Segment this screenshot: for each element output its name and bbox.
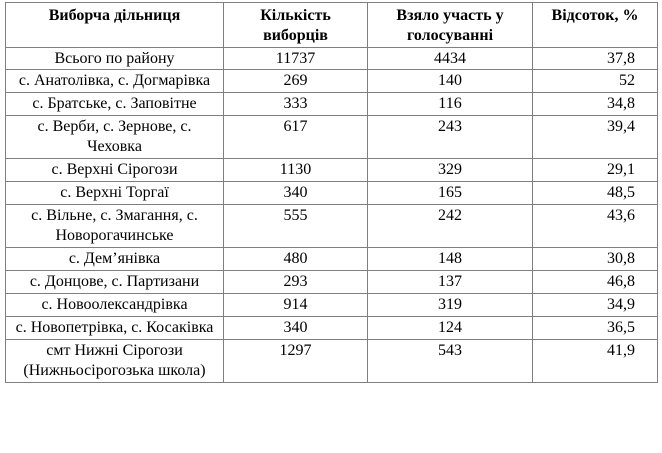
voted-cell: 116	[368, 93, 533, 116]
percent-cell: 36,5	[533, 317, 658, 340]
header-voters: Кількість виборців	[224, 3, 368, 48]
voters-cell: 480	[224, 248, 368, 271]
percent-cell: 52	[533, 70, 658, 93]
table-row	[6, 159, 658, 182]
voters-cell: 340	[224, 182, 368, 205]
station-cell: с. Верхні Торгаї	[6, 182, 224, 205]
table-row	[6, 70, 658, 93]
voted-cell: 243	[368, 116, 533, 159]
turnout-table	[5, 2, 658, 383]
voted-cell: 543	[368, 340, 533, 383]
voters-cell: 340	[224, 317, 368, 340]
table-row	[6, 48, 658, 70]
voted-cell: 124	[368, 317, 533, 340]
station-cell: Всього по району	[6, 48, 224, 70]
voted-cell: 4434	[368, 48, 533, 70]
station-cell: с. Братське, с. Заповітне	[6, 93, 224, 116]
header-voted: Взяло участь у голосуванні	[368, 3, 533, 48]
percent-cell: 46,8	[533, 271, 658, 294]
station-cell: с. Донцове, с. Партизани	[6, 271, 224, 294]
percent-cell: 34,8	[533, 93, 658, 116]
table-row	[6, 182, 658, 205]
percent-cell: 34,9	[533, 294, 658, 317]
voted-cell: 148	[368, 248, 533, 271]
table-row	[6, 340, 658, 383]
percent-cell: 30,8	[533, 248, 658, 271]
percent-cell: 37,8	[533, 48, 658, 70]
voters-cell: 269	[224, 70, 368, 93]
station-cell: с. Новопетрівка, с. Косаківка	[6, 317, 224, 340]
voters-cell: 555	[224, 205, 368, 248]
station-cell: с. Дем’янівка	[6, 248, 224, 271]
voters-cell: 11737	[224, 48, 368, 70]
station-cell: с. Верхні Сірогози	[6, 159, 224, 182]
voters-cell: 914	[224, 294, 368, 317]
table-row	[6, 93, 658, 116]
table-row	[6, 294, 658, 317]
station-cell: с. Анатолівка, с. Догмарівка	[6, 70, 224, 93]
voters-cell: 293	[224, 271, 368, 294]
voters-cell: 1297	[224, 340, 368, 383]
station-cell: с. Вільне, с. Змагання, с. Новорогачинське	[6, 205, 224, 248]
table-row	[6, 205, 658, 248]
header-row	[6, 3, 658, 48]
station-cell: смт Нижні Сірогози (Нижньосірогозька школа)	[6, 340, 224, 383]
voted-cell: 140	[368, 70, 533, 93]
voted-cell: 319	[368, 294, 533, 317]
header-percent: Відсоток, %	[533, 3, 658, 48]
voted-cell: 137	[368, 271, 533, 294]
table-row	[6, 116, 658, 159]
percent-cell: 48,5	[533, 182, 658, 205]
percent-cell: 29,1	[533, 159, 658, 182]
station-cell: с. Верби, с. Зернове, с. Чеховка	[6, 116, 224, 159]
percent-cell: 39,4	[533, 116, 658, 159]
voted-cell: 165	[368, 182, 533, 205]
table-row	[6, 317, 658, 340]
voters-cell: 617	[224, 116, 368, 159]
table-row	[6, 248, 658, 271]
voted-cell: 242	[368, 205, 533, 248]
percent-cell: 41,9	[533, 340, 658, 383]
percent-cell: 43,6	[533, 205, 658, 248]
header-station: Виборча дільниця	[6, 3, 224, 48]
voters-cell: 333	[224, 93, 368, 116]
table-row	[6, 271, 658, 294]
station-cell: с. Новоолександрівка	[6, 294, 224, 317]
voted-cell: 329	[368, 159, 533, 182]
voters-cell: 1130	[224, 159, 368, 182]
table-body	[6, 48, 658, 383]
